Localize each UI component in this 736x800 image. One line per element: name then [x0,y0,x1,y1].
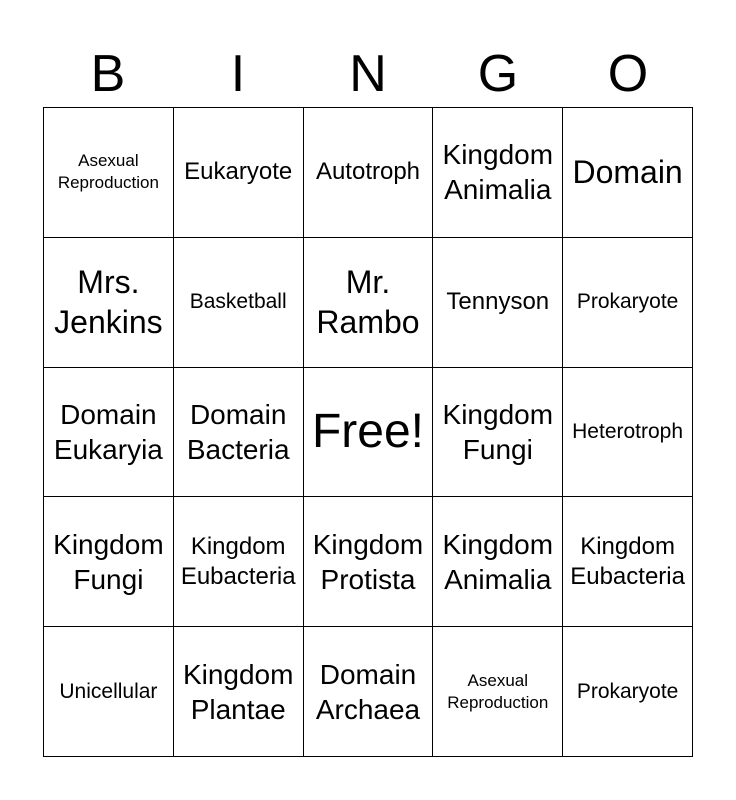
cell-label: Kingdom Fungi [442,398,554,465]
bingo-cell[interactable] [304,497,434,627]
bingo-cell[interactable] [304,238,434,368]
cell-label: Domain Archaea [315,658,421,725]
cell-label: Mrs. Jenkins [54,264,163,341]
bingo-board [43,107,693,757]
bingo-cell[interactable] [433,108,563,238]
cell-label: Prokaryote [576,290,679,314]
bingo-cell[interactable] [433,627,563,757]
cell-label: Asexual Reproduction [57,151,159,193]
cell-label: Kingdom Fungi [53,528,164,595]
bingo-cell[interactable] [44,368,174,498]
free-space-cell[interactable] [304,368,434,498]
header-letter-o: O [607,45,649,103]
header-letter-n: N [349,45,387,103]
bingo-cell[interactable] [563,238,693,368]
cell-label: Basketball [189,290,287,314]
bingo-cell[interactable] [563,497,693,627]
bingo-cell[interactable] [174,627,304,757]
cell-label: Eukaryote [184,158,293,186]
cell-label: Prokaryote [576,679,679,703]
cell-label: Domain [572,154,683,191]
bingo-cell[interactable] [304,108,434,238]
cell-label: Autotroph [315,158,421,186]
cell-label: Domain Bacteria [186,398,290,465]
free-space-label: Free! [311,404,424,458]
header-letter-g: G [477,45,519,103]
cell-label: Kingdom Plantae [182,658,294,725]
bingo-cell[interactable] [44,627,174,757]
cell-label: Asexual Reproduction [447,670,549,712]
header-letter-b: B [90,45,126,103]
cell-label: Tennyson [446,288,550,316]
bingo-cell[interactable] [44,497,174,627]
bingo-cell[interactable] [174,108,304,238]
bingo-cell[interactable] [174,238,304,368]
bingo-cell[interactable] [44,108,174,238]
cell-label: Kingdom Protista [312,528,424,595]
cell-label: Domain Eukaryia [53,398,163,465]
cell-label: Kingdom Animalia [442,528,554,595]
bingo-cell[interactable] [174,497,304,627]
cell-label: Heterotroph [572,419,684,443]
bingo-cell[interactable] [44,238,174,368]
bingo-cell[interactable] [433,368,563,498]
cell-label: Kingdom Eubacteria [570,532,685,590]
cell-label: Kingdom Animalia [442,139,554,206]
bingo-cell[interactable] [304,627,434,757]
bingo-cell[interactable] [563,627,693,757]
bingo-cell[interactable] [563,108,693,238]
bingo-cell[interactable] [433,497,563,627]
header-letter-i: I [230,45,246,103]
cell-label: Mr. Rambo [316,264,420,341]
bingo-cell[interactable] [174,368,304,498]
bingo-cell[interactable] [563,368,693,498]
cell-label: Unicellular [59,679,158,703]
cell-label: Kingdom Eubacteria [180,532,296,590]
bingo-cell[interactable] [433,238,563,368]
bingo-header [43,42,693,106]
